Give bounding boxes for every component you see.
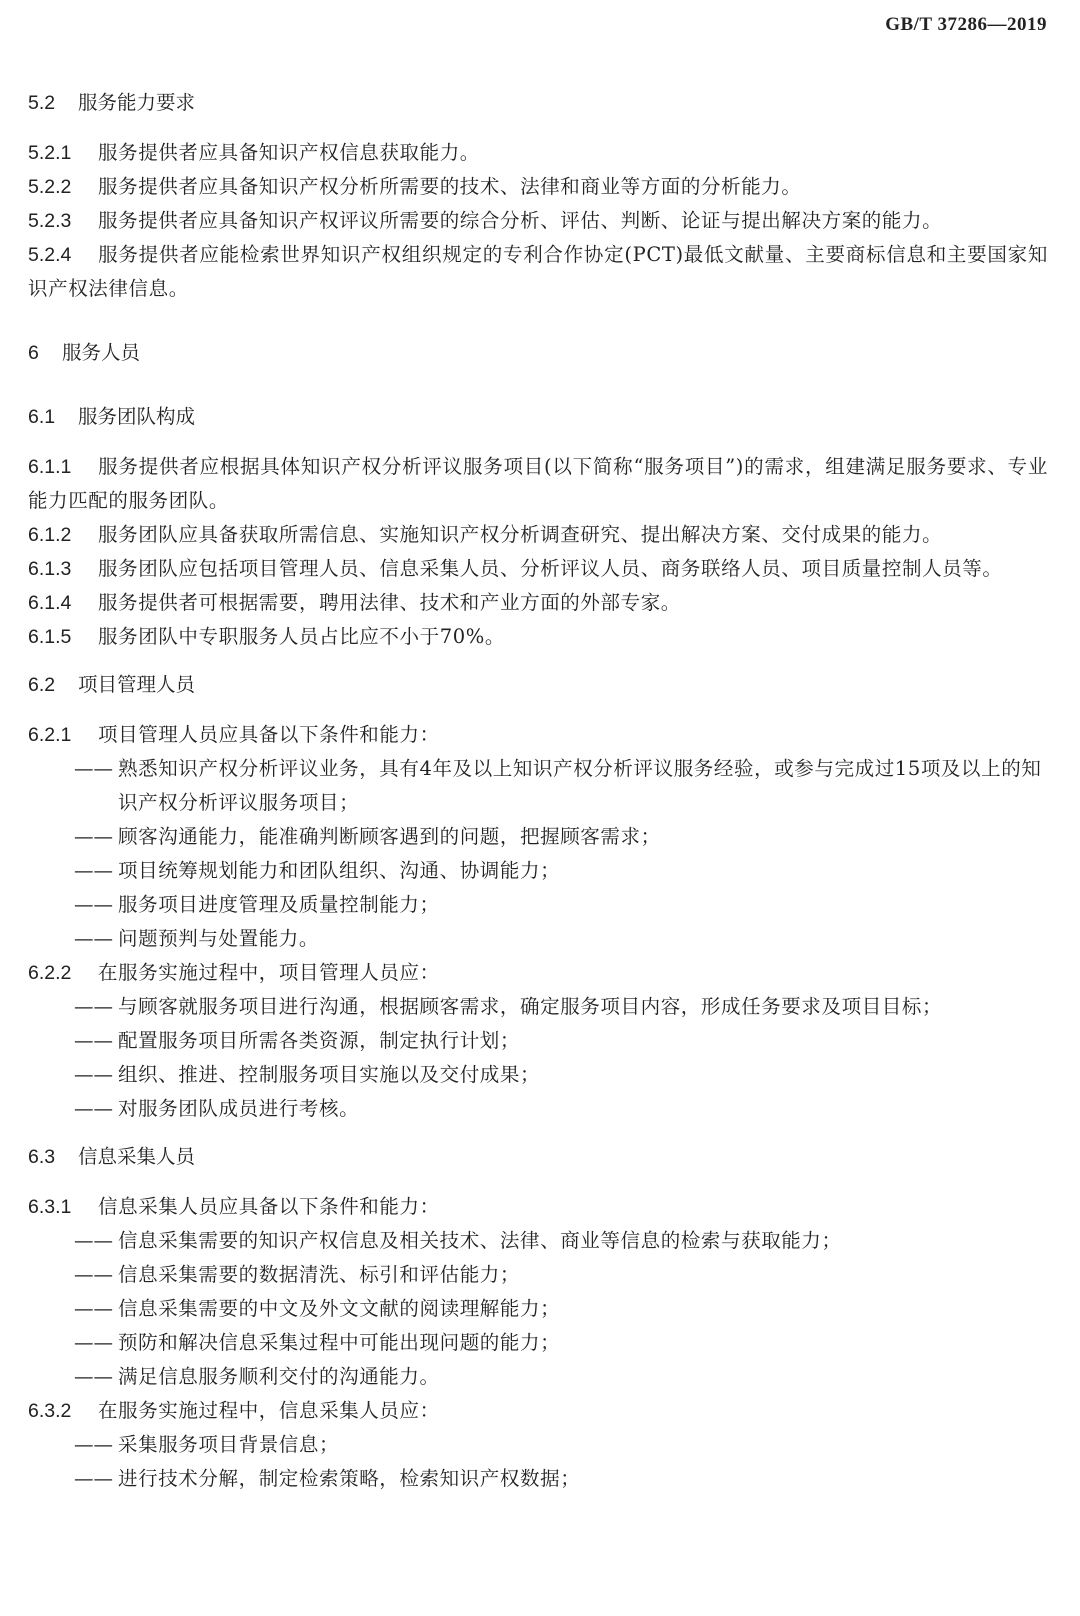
list-item: —— 信息采集需要的数据清洗、标引和评估能力； [74, 1263, 521, 1286]
clause: 6.2.1 项目管理人员应具备以下条件和能力： [28, 723, 440, 746]
list-item: —— 对服务团队成员进行考核。 [74, 1097, 360, 1120]
list-item: —— 信息采集需要的知识产权信息及相关技术、法律、商业等信息的检索与获取能力； [74, 1229, 842, 1252]
list-item: —— 问题预判与处置能力。 [74, 927, 320, 950]
clause: 6.2.2 在服务实施过程中，项目管理人员应： [28, 961, 440, 984]
document-id: GB/T 37286—2019 [885, 14, 1047, 35]
list-item: —— 与顾客就服务项目进行沟通，根据顾客需求，确定服务项目内容，形成任务要求及项目目标； [74, 995, 943, 1018]
section-heading: 6.2 项目管理人员 [28, 673, 196, 696]
clause: 5.2.4 服务提供者应能检索世界知识产权组织规定的专利合作协定(PCT)最低文献量、主要商标信息和主要国家知识产权法律信息。 [28, 243, 1048, 300]
clause: 6.1.1 服务提供者应根据具体知识产权分析评议服务项目(以下简称“服务项目”)的需求，组建满足服务要求、专业能力匹配的服务团队。 [28, 455, 1048, 512]
list-item: —— 信息采集需要的中文及外文文献的阅读理解能力； [74, 1297, 561, 1320]
clause: 6.1.5 服务团队中专职服务人员占比应不小于70%。 [28, 625, 505, 648]
list-item: —— 采集服务项目背景信息； [74, 1433, 340, 1456]
list-item: —— 熟悉知识产权分析评议业务，具有4年及以上知识产权分析评议服务经验，或参与完成过15项及以上的知识产权分析评议服务项目； [74, 757, 1042, 814]
section-heading: 5.2 服务能力要求 [28, 91, 196, 114]
clause: 5.2.2 服务提供者应具备知识产权分析所需要的技术、法律和商业等方面的分析能力。 [28, 175, 802, 198]
list-item: —— 满足信息服务顺利交付的沟通能力。 [74, 1365, 440, 1388]
clause: 6.1.4 服务提供者可根据需要，聘用法律、技术和产业方面的外部专家。 [28, 591, 681, 614]
document-body [28, 86, 1048, 1496]
clause: 5.2.1 服务提供者应具备知识产权信息获取能力。 [28, 141, 480, 164]
list-item: —— 顾客沟通能力，能准确判断顾客遇到的问题，把握顾客需求； [74, 825, 661, 848]
section-heading: 6.3 信息采集人员 [28, 1145, 196, 1168]
list-item: —— 进行技术分解，制定检索策略，检索知识产权数据； [74, 1467, 581, 1490]
clause: 6.3.2 在服务实施过程中，信息采集人员应： [28, 1399, 440, 1422]
list-item: —— 项目统筹规划能力和团队组织、沟通、协调能力； [74, 859, 561, 882]
clause: 5.2.3 服务提供者应具备知识产权评议所需要的综合分析、评估、判断、论证与提出解决方案的能力。 [28, 209, 943, 232]
list-item: —— 组织、推进、控制服务项目实施以及交付成果； [74, 1063, 541, 1086]
clause: 6.3.1 信息采集人员应具备以下条件和能力： [28, 1195, 440, 1218]
clause: 6.1.2 服务团队应具备获取所需信息、实施知识产权分析调查研究、提出解决方案、交付成果的能力。 [28, 523, 943, 546]
list-item: —— 服务项目进度管理及质量控制能力； [74, 893, 440, 916]
list-item: —— 配置服务项目所需各类资源，制定执行计划； [74, 1029, 521, 1052]
section-heading: 6.1 服务团队构成 [28, 405, 196, 428]
clause: 6.1.3 服务团队应包括项目管理人员、信息采集人员、分析评议人员、商务联络人员、项目质量控制人员等。 [28, 557, 1003, 580]
list-item: —— 预防和解决信息采集过程中可能出现问题的能力； [74, 1331, 561, 1354]
chapter-heading: 6 服务人员 [28, 341, 141, 364]
